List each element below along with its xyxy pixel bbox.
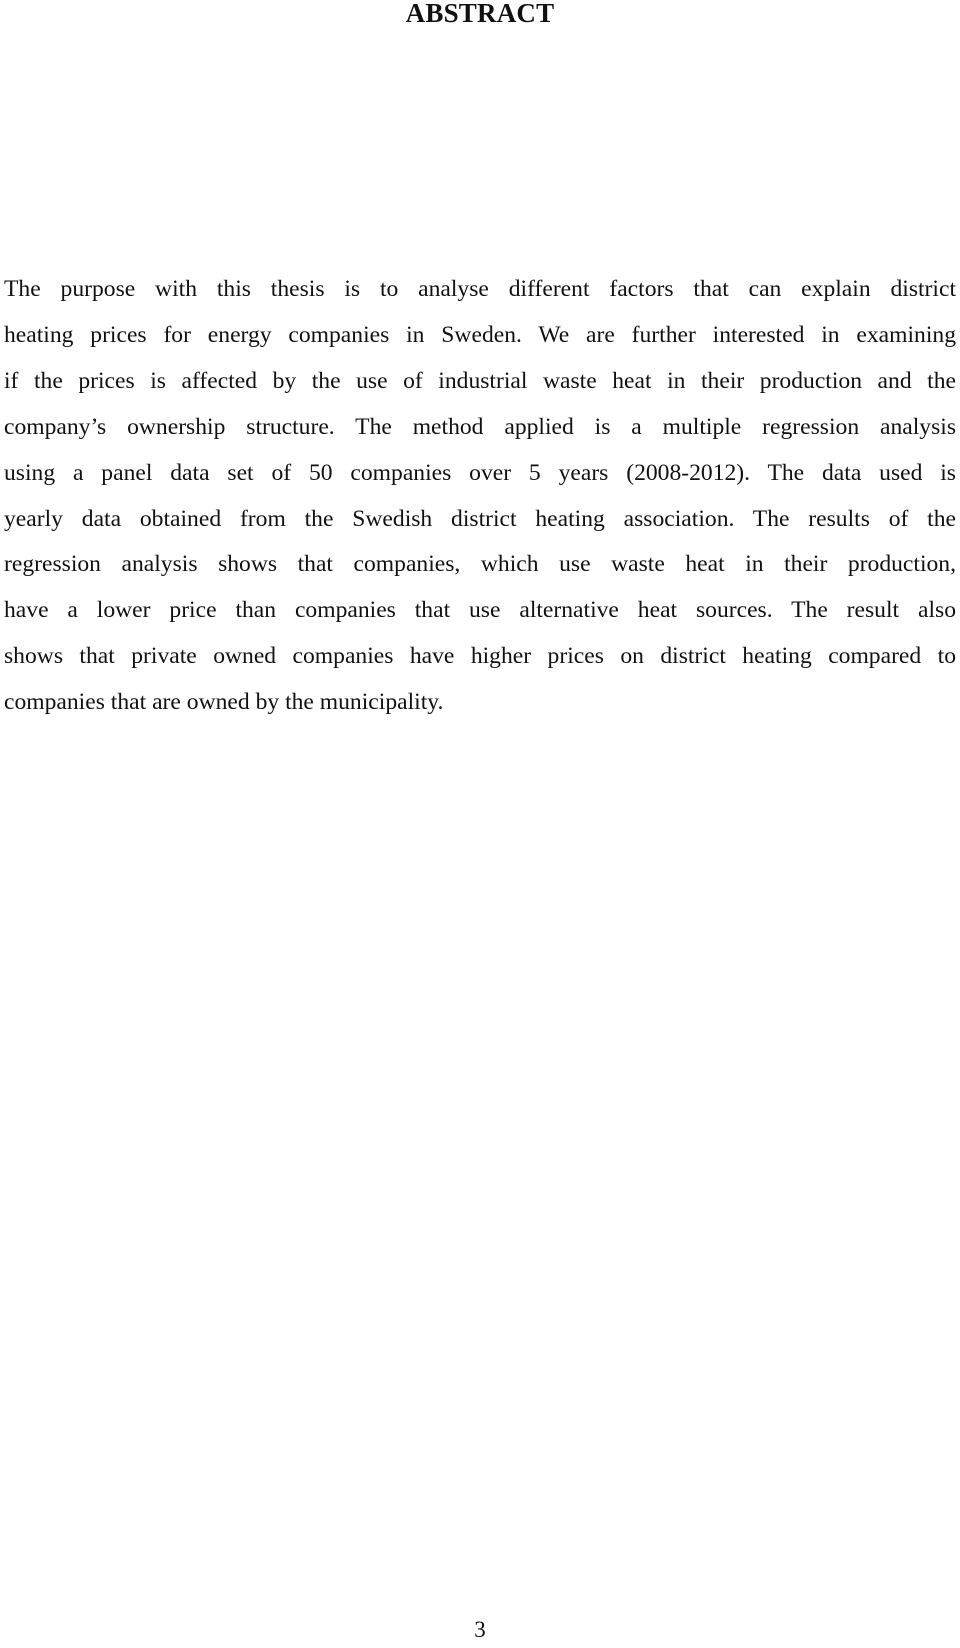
abstract-line: if the prices is affected by the use of industrial waste heat in their production and the <box>4 367 956 394</box>
abstract-heading: ABSTRACT <box>405 0 555 28</box>
abstract-line: heating prices for energy companies in Sweden. We are further interested in examining <box>4 321 956 348</box>
abstract-line: shows that private owned companies have higher prices on district heating compared to <box>4 643 956 670</box>
abstract-line: have a lower price than companies that use alternative heat sources. The result also <box>4 597 956 624</box>
abstract-line: company’s ownership structure. The method applied is a multiple regression analysis <box>4 413 956 440</box>
abstract-line: regression analysis shows that companies, which use waste heat in their production, <box>4 551 956 578</box>
page-number: 3 <box>474 1617 486 1642</box>
abstract-line: companies that are owned by the municipality. <box>4 689 444 716</box>
abstract-line: The purpose with this thesis is to analyse different factors that can explain district <box>4 276 956 302</box>
abstract-line: yearly data obtained from the Swedish district heating association. The results of the <box>4 505 956 532</box>
abstract-line: using a panel data set of 50 companies over 5 years (2008-2012). The data used is <box>4 459 956 486</box>
abstract-paragraph <box>4 267 956 726</box>
